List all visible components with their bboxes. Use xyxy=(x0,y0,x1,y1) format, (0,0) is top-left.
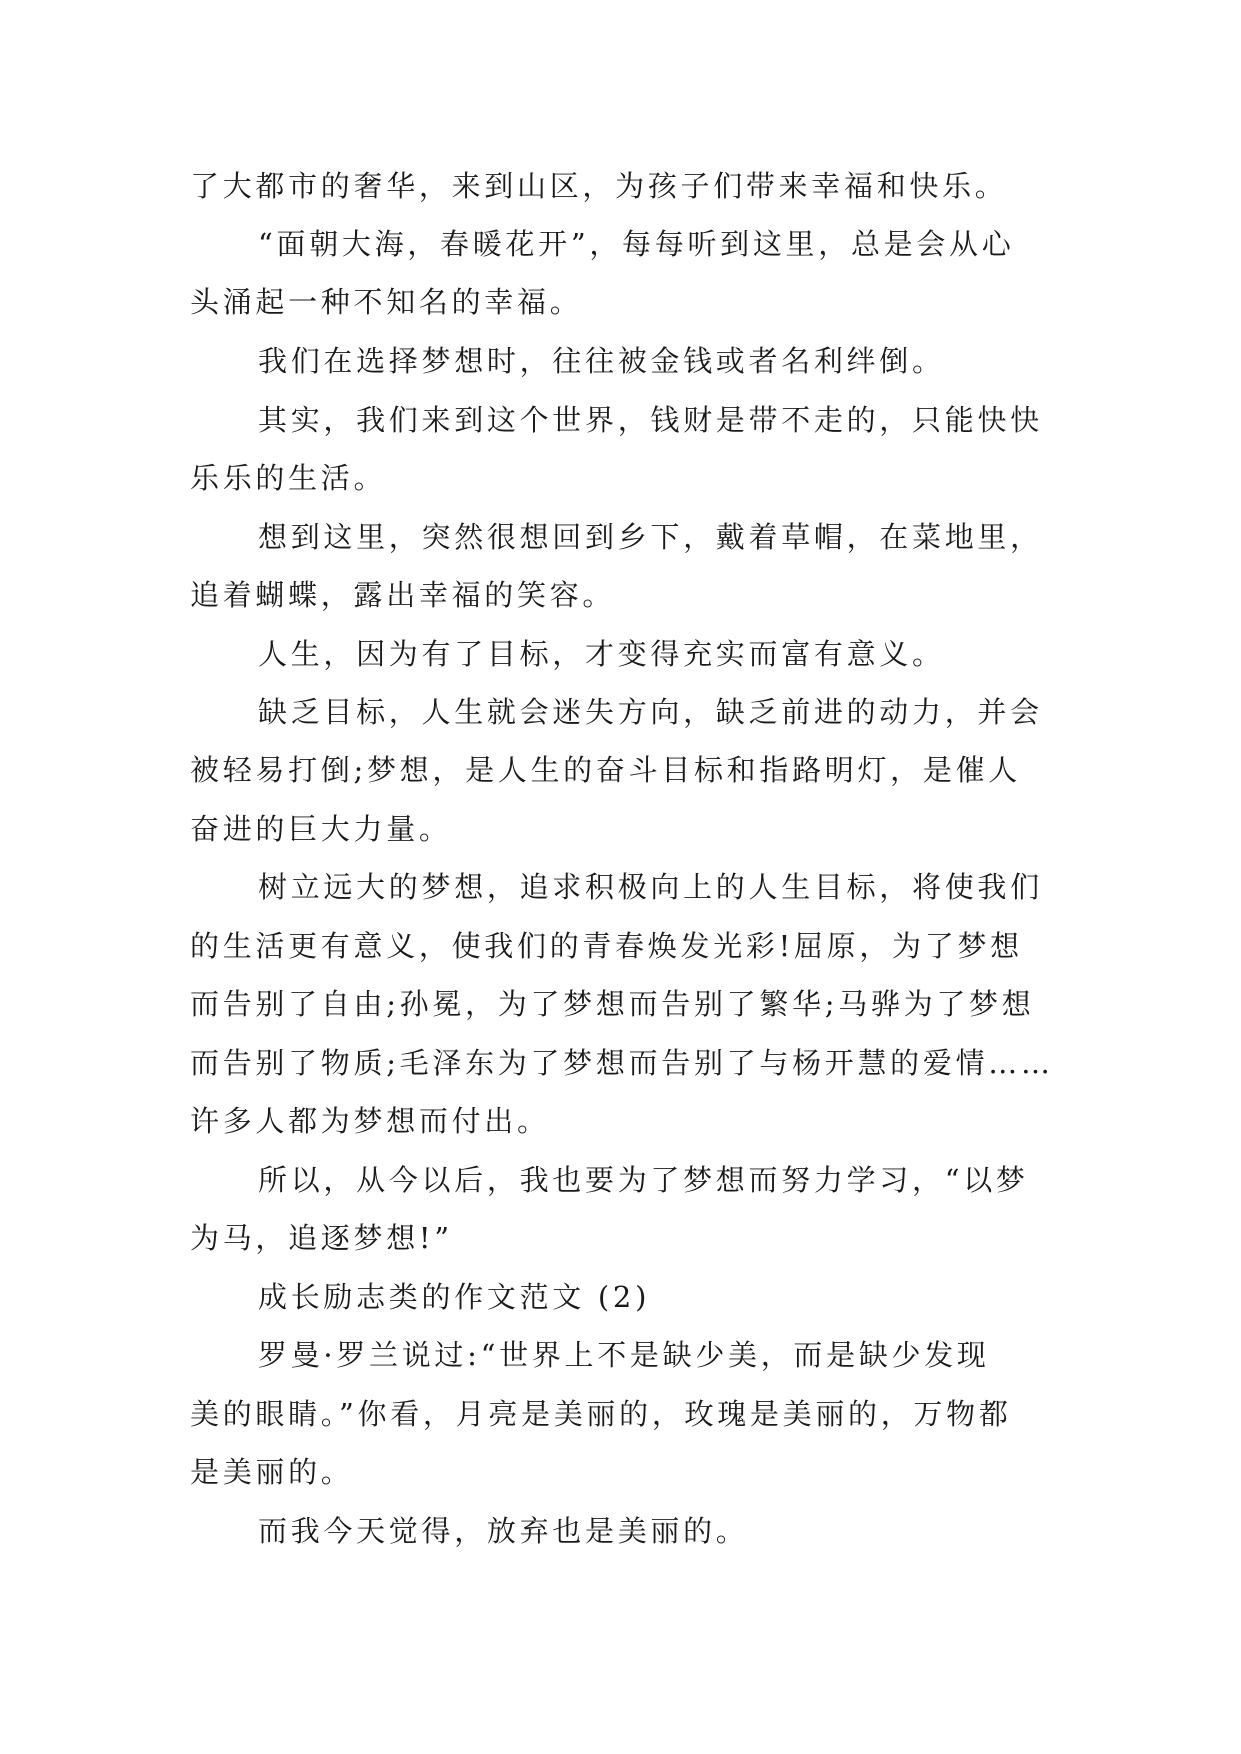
text-line: 人生，因为有了目标，才变得充实而富有意义。 xyxy=(258,637,945,671)
text-line: 许多人都为梦想而付出。 xyxy=(190,1104,550,1138)
text-line: 缺乏目标，人生就会迷失方向，缺乏前进的动力，并会 xyxy=(258,695,1043,729)
text-line: 罗曼·罗兰说过:“世界上不是缺少美，而是缺少发现 xyxy=(258,1338,990,1372)
text-line: 是美丽的。 xyxy=(190,1455,354,1489)
text-line: 树立远大的梦想，追求积极向上的人生目标，将使我们 xyxy=(258,870,1043,904)
text-line: 美的眼睛。”你看，月亮是美丽的，玫瑰是美丽的，万物都 xyxy=(190,1397,1012,1431)
text-line: 想到这里，突然很想回到乡下，戴着草帽，在菜地里， xyxy=(258,520,1043,554)
text-line: 而我今天觉得，放弃也是美丽的。 xyxy=(258,1514,749,1548)
text-line: 了大都市的奢华，来到山区，为孩子们带来幸福和快乐。 xyxy=(190,169,1008,203)
text-line: 我们在选择梦想时，往往被金钱或者名利绊倒。 xyxy=(258,344,945,378)
section-heading: 成长励志类的作文范文 (2) xyxy=(258,1280,651,1314)
text-line: 的生活更有意义，使我们的青春焕发光彩!屈原，为了梦想 xyxy=(190,929,1023,963)
text-line: 被轻易打倒;梦想，是人生的奋斗目标和指路明灯，是催人 xyxy=(190,753,1021,787)
text-line: 而告别了物质;毛泽东为了梦想而告别了与杨开慧的爱情…… xyxy=(190,1046,1054,1080)
text-line: 奋进的巨大力量。 xyxy=(190,812,452,846)
text-line: 为马，追逐梦想!” xyxy=(190,1221,453,1255)
text-line: 而告别了自由;孙冕，为了梦想而告别了繁华;马骅为了梦想 xyxy=(190,987,1035,1021)
text-line: 追着蝴蝶，露出幸福的笑容。 xyxy=(190,578,616,612)
text-line: “面朝大海，春暖花开”，每每听到这里，总是会从心 xyxy=(258,227,1015,261)
text-line: 乐乐的生活。 xyxy=(190,461,387,495)
text-line: 头涌起一种不知名的幸福。 xyxy=(190,285,583,319)
text-line: 其实，我们来到这个世界，钱财是带不走的，只能快快 xyxy=(258,403,1043,437)
text-line: 所以，从今以后，我也要为了梦想而努力学习，“以梦 xyxy=(258,1163,1029,1197)
